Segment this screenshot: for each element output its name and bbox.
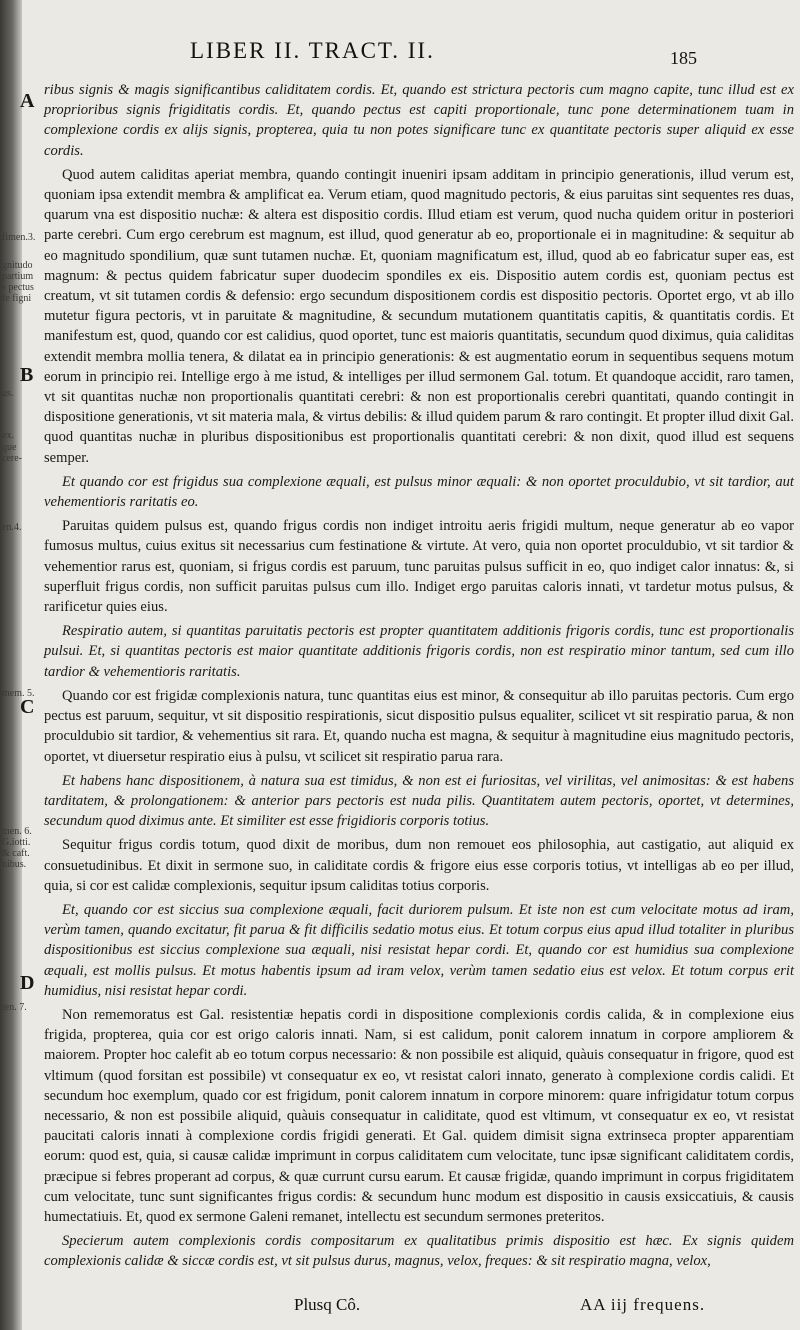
margin-note: ten. 7. — [2, 1002, 27, 1013]
paragraph-text: Respiratio autem, si quantitas paruitatis pectoris est propter quantitatem additionis frigoris cordis, tunc est proportionalis pulsui. Et, si quantitas pectoris est maior quantitate additionis frigoris cordis, non est respiratio minor tantum, sed cum illo tardior & vehementioris raritatis. — [44, 623, 794, 680]
margin-note: que cere- — [2, 442, 22, 464]
section-marker-c: C — [20, 696, 35, 718]
signature-mark: AA iij frequens. — [580, 1295, 706, 1314]
page-footer — [40, 1295, 790, 1319]
paragraph-commentary: Sequitur frigus cordis totum, quod dixit de moribus, dum non remouet eos philosophia, aut castigatio, aut aliquid ex consuetudinibus. Et dixit in sermone suo, in caliditate cordis & frigore eius esse corporis totius, vt intelligas ab eo per illud, quia, si cor est calidæ complexionis, sequitur ipsum caliditas totius corporis. — [44, 837, 794, 894]
margin-note: fimen.3. — [2, 232, 36, 243]
paragraph-text: Et habens hanc dispositionem, à natura sua est timidus, & non est ei furiositas, vel virilitas, vel animositas: & est habens tarditatem, & prolongationem: & anterior pars pectoris est nuda pilis. Quantitatem autem pectoris, oportet, vt determines, secundum quod diximus ante. Et similiter est esse frigidioris corporis totius. — [44, 772, 794, 830]
page-body — [44, 80, 794, 1276]
paragraph-text: Specierum autem complexionis cordis compositarum ex qualitatibus primis dispositio est hæc. Ex signis quidem complexionis calidæ & siccæ cordis est, vt sit pulsus durus, magnus, velox, freques: & sit respiratio magna, velox, — [44, 1233, 794, 1270]
margin-note: ex. — [2, 430, 14, 441]
section-marker-b: B — [20, 364, 34, 386]
paragraph-commentary: Quod autem caliditas aperiat membra, quando contingit inueniri ipsam additam in principio generationis, illud verum est, quoniam ipsa extendit membra & amplificat ea. Verum etiam, quod magnitudo pectoris, & eius paruitas sint sequentes res duas, quarum vna est dispositio nuchæ: & altera est dispositio cordis. Illud etiam est verum, quod nucha quidem oritur in posteriori parte cerebri. Cum ergo cerebrum est magnum, est illud, quod generatur ab eo, proportionale ei in magnitudine: & sequitur ab eo magnitudo spondilium, quæ sunt tutamen nuchæ. Et, quoniam magnificatum est, illud, quod ab eo fabricatur super eas, est magnum: & pectus quidem fabricatur super duodecim spondiles ex eis. Dispositio autem cordis est, quoniam pectus est creatum, vt sit tutamen cordis & defensio: ergo secundum dispositionem cordis est dispositio pectoris. Oportet ergo, vt ab illo mutetur figura pectoris, vt in paruitate & magnitudine, & secundum mutationem quantitatis capitis, & quantitatis cordis. Et manifestum est, quod, quando cor est calidius, quod oportet, tunc est maioris quantitatis, secundum quod diximus, quia caliditas extendit membra mollia tenera, & dilatat ea in principio generationis: & est augmentatio eorum in sequentibus sequens motum eorum in principio rei. Intellige ergo à me istud, & intelliges per illud sermonem Gal. totum. Et quandoque accidit, raro tamen, vt sit quantitas nuchæ non proportionalis quantitati cerebri: & non est proportionalis cerebri quantitati, quando contingit in dispositione generationis, vt sit materia mala, & virtus debilis: & illud quidem parum & raro contingit. Et propter illud dixit Gal. quod quantitas nuchæ in pluribus dispositionibus est proportionalis quantitati cerebri: & non dixit, quod illud est sequens semper. — [44, 166, 794, 466]
margin-note: en.4. — [2, 522, 22, 533]
margin-note: mem. 5. — [2, 688, 35, 699]
catchword-left: Plusq Cô. — [294, 1295, 361, 1314]
section-marker-a: A — [20, 90, 35, 112]
paragraph-text: ribus signis & magis significantibus caliditatem cordis. Et, quando est strictura pectoris cum magno capite, tunc illud est ex proprioribus signis frigiditatis cordis. Et, quando pectus est capiti proportionale, tunc pone determinationem tuam in complexione cordis ex alijs signis, propterea, quia tu non potes significare tunc ex quantitate pectoris super aliquid ex esse cordis. — [44, 82, 794, 159]
book-page — [40, 0, 794, 1330]
paragraph-commentary: Quando cor est frigidæ complexionis natura, tunc quantitas eius est minor, & consequitur ab illo paruitas pectoris. Cum ergo pectus est paruum, sequitur, vt sit dispositio respirationis, sicut dispositio pulsus equaliter, scilicet vt sit respiratio parua, & non proculdubio sit tardior, & vehementius sit rara. Et, quando nucha est magna, & sequitur à magnitudine eius magnitudo pectoris, oportet, vt diuersetur respiratio eius à pulsu, vt scilicet sit respiratio parua rara. — [44, 687, 794, 765]
running-title: LIBER II. TRACT. II. — [190, 38, 435, 63]
margin-note: men. 6. G.iotti. & caft. nibus. — [2, 826, 32, 870]
paragraph-commentary: Non rememoratus est Gal. resistentiæ hepatis cordi in dispositione complexionis cordis calida, & in complexione eius frigida, propterea, quia cor est origo caloris innati. Nam, si est calidum, ponit calorem innatum in corpore ampliorem & maiorem. Propter hoc calefit ab eo totum corpus necessario: & non possibile est aliquid, quàuis consequatur in frigore, quod est vltimum (quod forsitan est possibile) vt consequatur ex eo, vt resistat calori innato, generato à complexione cordis calidi. Et secundum hoc exemplum, quado cor est frigidum, ponit calorem innatum in corpore minorem: quare infrigidatur totum corpus necessario, & non est possibile aliquid, quàuis consequatur in caliditate, quod est vltimum, vt consequatur ex eo, vt resistat paucitati caloris innati à complexione cordis frigidi generati. Et Gal. quidem dimisit signa extrinseca propter apparentiam eorum: quod est, quia, si causæ calidæ imprimunt in corpus caliditatem cum velocitate, tunc ipsæ significant caliditatem cordis, præcipue si febres properant ad corpus, & quæ currunt cursu earum. Et causæ frigidæ, quando imprimunt in corpus frigiditatem cum velocitate, tunc sunt significantes frigus cordis: & secundum hunc modum est dispositio in causis exsiccatiuis, & causis humectatiuis. Et, quod ex sermone Galeni remanet, intellectu est secundum sermones preteritos. — [44, 1006, 794, 1225]
margin-note: gnitudo partium s pectus fe figni — [2, 260, 34, 304]
margin-note: us. — [2, 388, 14, 399]
paragraph-commentary: Paruitas quidem pulsus est, quando frigus cordis non indiget introitu aeris frigidi multum, neque generatur ab eo vapor fumosus multus, cuius exitus sit necessarius cum festinatione & virtute. At vero, quia non oportet proculdubio, vt sit tardior & vehementior rarus est, quoniam, si frigus cordis est paruum, tunc paruitas pulsus sufficit in eo, quo indiget calor innatus: &, si superfluit frigus cordis, non sufficit paruitas pulsus cum illo. Indiget ergo paruitas caloris innati, vt tardetur motus pulsus, & rarificetur quies eius. — [44, 518, 794, 616]
page-number: 185 — [670, 48, 697, 68]
paragraph-text: Et quando cor est frigidus sua complexione æquali, est pulsus minor æquali: & non oportet proculdubio, vt sit tardior, aut vehementioris raritatis eo. — [44, 473, 794, 511]
paragraph-text: Et, quando cor est siccius sua complexione æquali, facit duriorem pulsum. Et iste non est cum velocitate motus ad iram, verùm tamen, quando excitatur, fit parua & fit difficilis sedatio motus eius. Et totum corpus eius apud illud totaliter in pluribus dispositionibus est siccius complexione sua æquali, nisi resistat hepar cordi. Et, quando cor est humidius sua complexione æquali, est mollis pulsus. Et motus habentis ipsum ad iram velox, verùm tamen sedatio eius est velox. Et totum corpus erit humidius, nisi resistat hepar cordi. — [44, 901, 794, 999]
section-marker-d: D — [20, 972, 35, 994]
left-margin-notes — [0, 0, 40, 1330]
